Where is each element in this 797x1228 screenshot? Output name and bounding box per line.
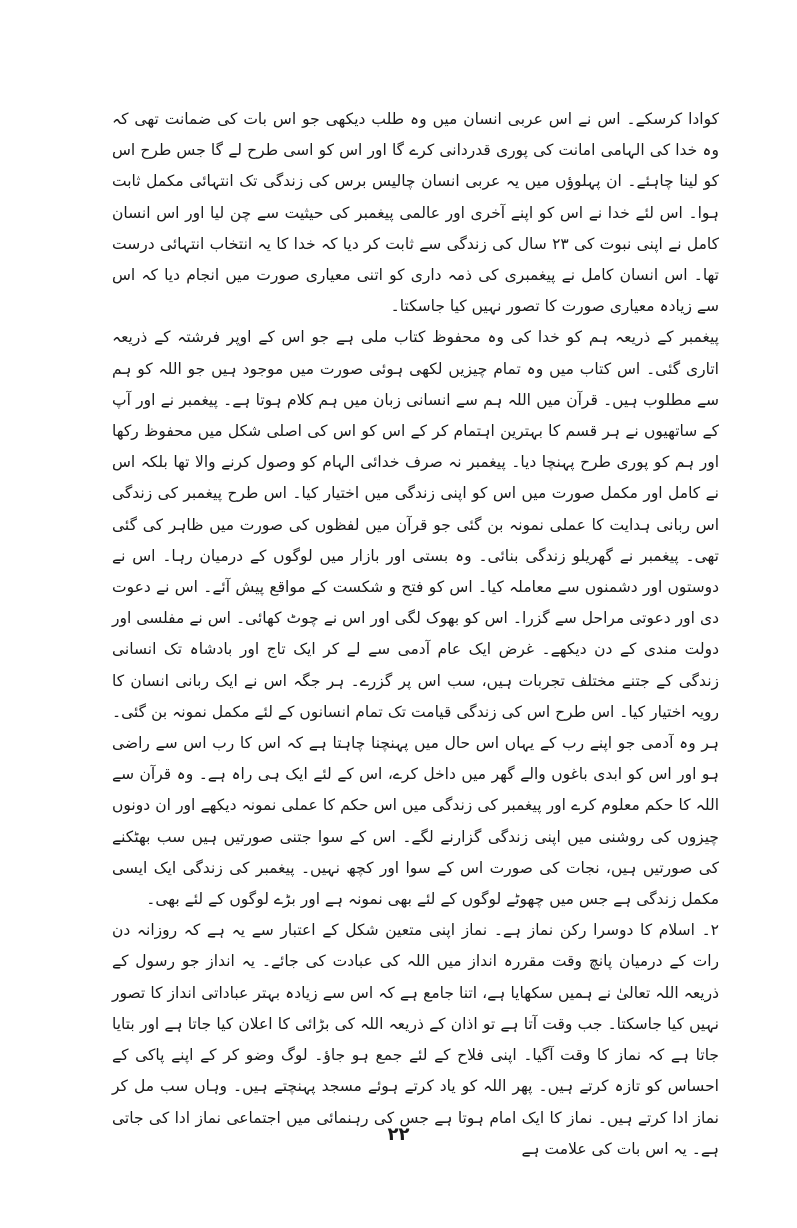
paragraph-3: ۲۔ اسلام کا دوسرا رکن نماز ہے۔ نماز اپنی متعین شکل کے اعتبار سے یہ ہے کہ روزانہ دن رات کے درمیان پانچ وقت مقررہ انداز میں اللہ کی عبادت کی جائے۔ یہ انداز جو رسول کے ذریعہ اللہ تعالیٰ نے ہمیں سکھایا ہے، اتنا جامع ہے کہ اس سے زیادہ بہتر عباداتی انداز کا تصور نہیں کیا جاسکتا۔ جب وقت آتا ہے تو اذان کے ذریعہ اللہ کی بڑائی کا اعلان کیا جاتا ہے اور بتایا جاتا ہے کہ نماز کا وقت آگیا۔ اپنی فلاح کے لئے جمع ہو جاؤ۔ لوگ وضو کر کے اپنے پاکی کے احساس کو تازہ کرتے ہیں۔ پھر اللہ کو یاد کرتے ہوئے مسجد پہنچتے ہیں۔ وہاں سب مل کر نماز ادا کرتے ہیں۔ نماز کا ایک امام ہوتا ہے جس کی رہنمائی میں اجتماعی نماز ادا کی جاتی ہے۔ یہ اس بات کی علامت ہے — [112, 921, 719, 1158]
body-text — [112, 104, 719, 1165]
page-number: ۲۲ — [387, 1124, 410, 1145]
paragraph-2: پیغمبر کے ذریعہ ہم کو خدا کی وہ محفوظ کتاب ملی ہے جو اس کے اوپر فرشتہ کے ذریعہ اتاری گئی۔ اس کتاب میں وہ تمام چیزیں لکھی ہوئی صورت میں موجود ہیں جو اللہ کو ہم سے مطلوب ہیں۔ قرآن میں اللہ ہم سے انسانی زبان میں ہم کلام ہوتا ہے۔ پیغمبر نے اور آپ کے ساتھیوں نے ہر قسم کا بہترین اہتمام کر کے اس کو اس کی اصلی شکل میں محفوظ رکھا اور ہم کو پوری طرح پہنچا دیا۔ پیغمبر نہ صرف خدائی الہام کو وصول کرنے والا تھا بلکہ اس نے کامل اور مکمل صورت میں اس کو اپنی زندگی میں اختیار کیا۔ اس طرح پیغمبر کی زندگی اس ربانی ہدایت کا عملی نمونہ بن گئی جو قرآن میں لفظوں کی صورت میں ظاہر کی گئی تھی۔ پیغمبر نے گھریلو زندگی بنائی۔ وہ بستی اور بازار میں لوگوں کے درمیان رہا۔ اس نے دوستوں اور دشمنوں سے معاملہ کیا۔ اس کو فتح و شکست کے مواقع پیش آئے۔ اس نے دعوت دی اور دعوتی مراحل سے گزرا۔ اس کو بھوک لگی اور اس نے چوٹ کھائی۔ اس نے مفلسی اور دولت مندی کے دن دیکھے۔ غرض ایک عام آدمی سے لے کر ایک تاج اور بادشاہ تک انسانی زندگی کے جتنے مختلف تجربات ہیں، سب اس پر گزرے۔ ہر جگہ اس نے ایک ربانی انسان کا رویہ اختیار کیا۔ اس طرح اس کی زندگی قیامت تک تمام انسانوں کے لئے مکمل نمونہ بن گئی۔ ہر وہ آدمی جو اپنے رب کے یہاں اس حال میں پہنچنا چاہتا ہے کہ اس کا رب اس سے راضی ہو اور اس کو ابدی باغوں والے گھر میں داخل کرے، اس کے لئے ایک ہی راہ ہے۔ وہ قرآن سے اللہ کا حکم معلوم کرے اور پیغمبر کی زندگی میں اس حکم کا عملی نمونہ دیکھے اور ان دونوں چیزوں کی روشنی میں اپنی زندگی گزارنے لگے۔ اس کے سوا جتنی صورتیں ہیں سب بھٹکنے کی صورتیں ہیں، نجات کی صورت اس کے سوا اور کچھ نہیں۔ پیغمبر کی زندگی ایک ایسی مکمل زندگی ہے جس میں چھوٹے لوگوں کے لئے بھی نمونہ ہے اور بڑے لوگوں کے لئے بھی۔ — [112, 328, 719, 909]
paragraph-1: کوادا کرسکے۔ اس نے اس عربی انسان میں وہ طلب دیکھی جو اس بات کی ضمانت تھی کہ وہ خدا کی الہامی امانت کی پوری قدردانی کرے گا اور اس کو اسی طرح لے گا جس طرح اس کو لینا چاہئے۔ ان پہلوؤں میں یہ عربی انسان چالیس برس کی زندگی تک انتہائی مکمل ثابت ہوا۔ اس لئے خدا نے اس کو اپنے آخری اور عالمی پیغمبر کی حیثیت سے چن لیا اور اس انسان کامل نے اپنی نبوت کی ۲۳ سال کی زندگی سے ثابت کر دیا کہ خدا کا یہ انتخاب انتہائی درست تھا۔ اس انسان کامل نے پیغمبری کی ذمہ داری کو اتنی معیاری صورت میں انجام دیا کہ اس سے زیادہ معیاری صورت کا تصور نہیں کیا جاسکتا۔ — [112, 110, 719, 316]
